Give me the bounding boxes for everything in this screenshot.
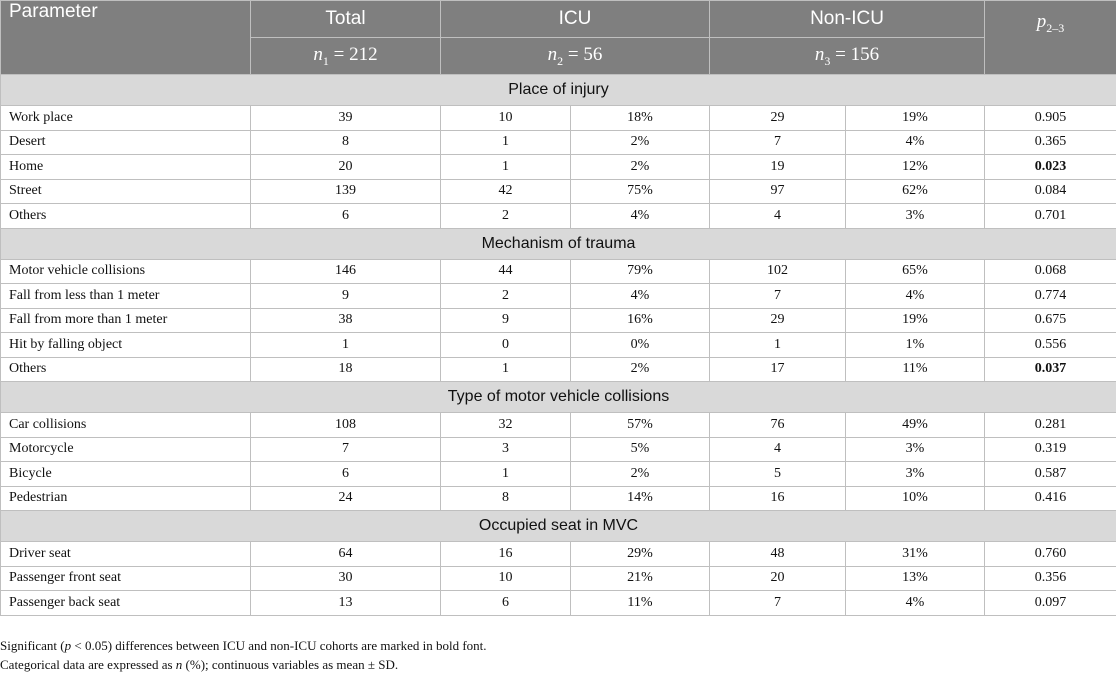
cell-icu-percent: 29% <box>571 542 710 567</box>
cell-nonicu-percent: 13% <box>846 566 985 591</box>
cell-nonicu-percent: 4% <box>846 130 985 155</box>
row-label: Desert <box>1 130 251 155</box>
table-header <box>1 1 1116 75</box>
table-row <box>1 413 1116 438</box>
cell-p-value: 0.675 <box>985 308 1116 333</box>
n-total-sub: 1 <box>323 53 329 67</box>
header-n-total <box>251 38 441 75</box>
cell-total: 7 <box>251 437 441 462</box>
row-label: Passenger front seat <box>1 566 251 591</box>
cell-icu-percent: 2% <box>571 155 710 180</box>
cell-nonicu-percent: 65% <box>846 259 985 284</box>
footnote-1-p: p <box>65 638 72 653</box>
cell-nonicu-n: 16 <box>710 486 846 511</box>
footnote-2-a: Categorical data are expressed as <box>0 657 176 672</box>
n-nonicu-var: n <box>815 44 825 65</box>
cell-icu-percent: 14% <box>571 486 710 511</box>
cell-icu-n: 10 <box>441 566 571 591</box>
cell-total: 20 <box>251 155 441 180</box>
table-row <box>1 357 1116 382</box>
cell-nonicu-percent: 19% <box>846 106 985 131</box>
table-row <box>1 462 1116 487</box>
row-label: Hit by falling object <box>1 333 251 358</box>
cell-nonicu-percent: 4% <box>846 284 985 309</box>
cell-total: 9 <box>251 284 441 309</box>
row-label: Driver seat <box>1 542 251 567</box>
cell-total: 39 <box>251 106 441 131</box>
cell-p-value: 0.319 <box>985 437 1116 462</box>
cell-nonicu-percent: 3% <box>846 462 985 487</box>
table-body <box>1 75 1116 616</box>
cell-p-value: 0.097 <box>985 591 1116 616</box>
table-row <box>1 486 1116 511</box>
row-label: Fall from less than 1 meter <box>1 284 251 309</box>
cell-nonicu-n: 7 <box>710 284 846 309</box>
n-icu-var: n <box>548 44 558 65</box>
cell-total: 108 <box>251 413 441 438</box>
cell-icu-percent: 5% <box>571 437 710 462</box>
table-row <box>1 308 1116 333</box>
cell-p-value: 0.356 <box>985 566 1116 591</box>
cell-nonicu-n: 4 <box>710 204 846 229</box>
cell-nonicu-n: 97 <box>710 179 846 204</box>
section-header-row <box>1 228 1116 259</box>
cell-icu-percent: 21% <box>571 566 710 591</box>
cell-total: 24 <box>251 486 441 511</box>
footnote-2-b: (%); continuous variables as mean ± SD. <box>182 657 398 672</box>
cell-p-value: 0.281 <box>985 413 1116 438</box>
header-total: Total <box>251 1 441 38</box>
table-row <box>1 566 1116 591</box>
n-icu-sub: 2 <box>557 53 563 67</box>
footnote-2-n: n <box>176 657 183 672</box>
cell-total: 18 <box>251 357 441 382</box>
cell-nonicu-percent: 49% <box>846 413 985 438</box>
cell-nonicu-percent: 19% <box>846 308 985 333</box>
cell-icu-percent: 2% <box>571 462 710 487</box>
table-row <box>1 130 1116 155</box>
row-label: Others <box>1 204 251 229</box>
table-row <box>1 333 1116 358</box>
cell-nonicu-n: 19 <box>710 155 846 180</box>
cell-icu-n: 10 <box>441 106 571 131</box>
cell-total: 6 <box>251 204 441 229</box>
cell-icu-n: 3 <box>441 437 571 462</box>
cell-p-value: 0.774 <box>985 284 1116 309</box>
n-nonicu-sub: 3 <box>824 53 830 67</box>
row-label: Pedestrian <box>1 486 251 511</box>
table-row <box>1 542 1116 567</box>
row-label: Home <box>1 155 251 180</box>
cell-icu-percent: 4% <box>571 284 710 309</box>
cell-nonicu-percent: 62% <box>846 179 985 204</box>
cell-p-value: 0.068 <box>985 259 1116 284</box>
cell-icu-n: 0 <box>441 333 571 358</box>
cell-icu-percent: 2% <box>571 130 710 155</box>
cell-total: 6 <box>251 462 441 487</box>
footnote-1-b: < 0.05) differences between ICU and non-ICU cohorts are marked in bold font. <box>71 638 486 653</box>
row-label: Others <box>1 357 251 382</box>
section-title: Mechanism of trauma <box>1 228 1116 259</box>
cell-nonicu-n: 4 <box>710 437 846 462</box>
table-row <box>1 259 1116 284</box>
cell-nonicu-n: 1 <box>710 333 846 358</box>
cell-icu-n: 1 <box>441 130 571 155</box>
cell-icu-n: 8 <box>441 486 571 511</box>
cell-icu-n: 1 <box>441 462 571 487</box>
table-footnotes <box>0 636 487 674</box>
cell-p-value: 0.760 <box>985 542 1116 567</box>
section-header-row <box>1 75 1116 106</box>
header-nonicu: Non-ICU <box>710 1 985 38</box>
header-p-subscript: 2–3 <box>1046 21 1064 35</box>
section-header-row <box>1 511 1116 542</box>
cell-total: 38 <box>251 308 441 333</box>
cell-icu-n: 2 <box>441 204 571 229</box>
footnote-1-a: Significant ( <box>0 638 65 653</box>
cell-nonicu-percent: 12% <box>846 155 985 180</box>
cell-nonicu-percent: 11% <box>846 357 985 382</box>
header-icu: ICU <box>441 1 710 38</box>
cell-icu-n: 9 <box>441 308 571 333</box>
cell-icu-percent: 16% <box>571 308 710 333</box>
cell-p-value: 0.023 <box>985 155 1116 180</box>
section-title: Type of motor vehicle collisions <box>1 382 1116 413</box>
table-row <box>1 284 1116 309</box>
cell-icu-n: 42 <box>441 179 571 204</box>
cell-icu-percent: 11% <box>571 591 710 616</box>
table-row <box>1 204 1116 229</box>
cell-icu-percent: 18% <box>571 106 710 131</box>
cell-p-value: 0.416 <box>985 486 1116 511</box>
cell-icu-n: 2 <box>441 284 571 309</box>
cell-nonicu-percent: 4% <box>846 591 985 616</box>
header-n-icu <box>441 38 710 75</box>
cell-p-value: 0.365 <box>985 130 1116 155</box>
header-n-nonicu <box>710 38 985 75</box>
cell-nonicu-n: 20 <box>710 566 846 591</box>
cell-p-value: 0.701 <box>985 204 1116 229</box>
cell-nonicu-percent: 31% <box>846 542 985 567</box>
cell-nonicu-percent: 1% <box>846 333 985 358</box>
cell-icu-percent: 79% <box>571 259 710 284</box>
n-total-value: = 212 <box>329 44 378 65</box>
cell-icu-n: 32 <box>441 413 571 438</box>
row-label: Work place <box>1 106 251 131</box>
cell-nonicu-percent: 10% <box>846 486 985 511</box>
cell-nonicu-n: 76 <box>710 413 846 438</box>
cell-nonicu-n: 29 <box>710 308 846 333</box>
table-row <box>1 155 1116 180</box>
row-label: Bicycle <box>1 462 251 487</box>
n-icu-value: = 56 <box>563 44 602 65</box>
cell-icu-percent: 2% <box>571 357 710 382</box>
n-total-var: n <box>313 44 323 65</box>
header-p-value <box>985 1 1116 75</box>
footnote-data-format <box>0 655 487 674</box>
cell-icu-percent: 57% <box>571 413 710 438</box>
cell-p-value: 0.905 <box>985 106 1116 131</box>
header-p-symbol: p <box>1037 11 1047 32</box>
cell-nonicu-n: 7 <box>710 591 846 616</box>
row-label: Motor vehicle collisions <box>1 259 251 284</box>
row-label: Passenger back seat <box>1 591 251 616</box>
cell-icu-percent: 75% <box>571 179 710 204</box>
cell-icu-percent: 0% <box>571 333 710 358</box>
table-row <box>1 106 1116 131</box>
cell-nonicu-n: 17 <box>710 357 846 382</box>
cell-icu-n: 1 <box>441 155 571 180</box>
table-row <box>1 591 1116 616</box>
cell-total: 146 <box>251 259 441 284</box>
cell-icu-n: 44 <box>441 259 571 284</box>
cell-icu-n: 1 <box>441 357 571 382</box>
cell-icu-n: 6 <box>441 591 571 616</box>
cell-nonicu-n: 5 <box>710 462 846 487</box>
cell-nonicu-n: 29 <box>710 106 846 131</box>
cell-total: 30 <box>251 566 441 591</box>
cell-total: 139 <box>251 179 441 204</box>
cell-p-value: 0.037 <box>985 357 1116 382</box>
section-header-row <box>1 382 1116 413</box>
cell-nonicu-percent: 3% <box>846 204 985 229</box>
table-row <box>1 179 1116 204</box>
row-label: Fall from more than 1 meter <box>1 308 251 333</box>
row-label: Motorcycle <box>1 437 251 462</box>
n-nonicu-value: = 156 <box>830 44 879 65</box>
cell-p-value: 0.556 <box>985 333 1116 358</box>
cell-nonicu-percent: 3% <box>846 437 985 462</box>
section-title: Place of injury <box>1 75 1116 106</box>
cell-total: 64 <box>251 542 441 567</box>
header-parameter: Parameter <box>1 1 251 75</box>
table-row <box>1 437 1116 462</box>
cell-nonicu-n: 102 <box>710 259 846 284</box>
cell-total: 8 <box>251 130 441 155</box>
cell-total: 13 <box>251 591 441 616</box>
row-label: Street <box>1 179 251 204</box>
cell-icu-percent: 4% <box>571 204 710 229</box>
cell-total: 1 <box>251 333 441 358</box>
cell-icu-n: 16 <box>441 542 571 567</box>
cell-p-value: 0.587 <box>985 462 1116 487</box>
cell-nonicu-n: 7 <box>710 130 846 155</box>
footnote-significance <box>0 636 487 655</box>
cell-nonicu-n: 48 <box>710 542 846 567</box>
section-title: Occupied seat in MVC <box>1 511 1116 542</box>
row-label: Car collisions <box>1 413 251 438</box>
cell-p-value: 0.084 <box>985 179 1116 204</box>
